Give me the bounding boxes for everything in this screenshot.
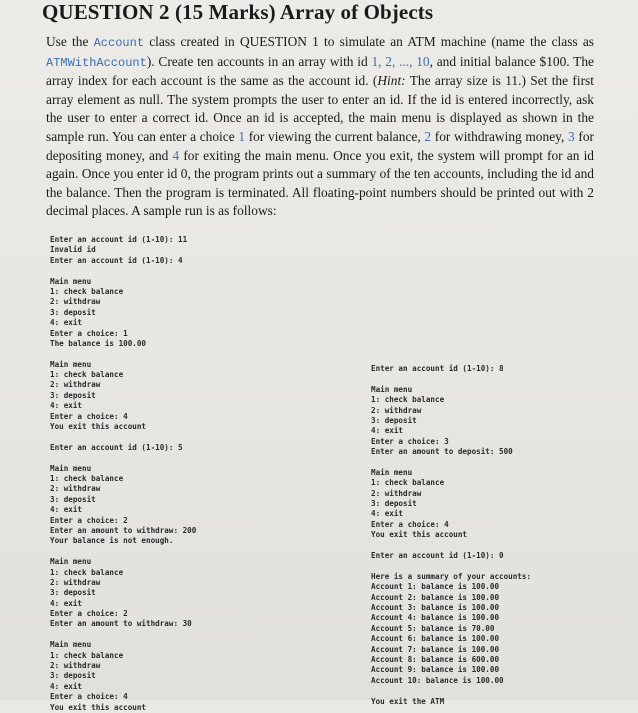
console-line: 3: deposit — [50, 494, 96, 504]
paragraph-segment: for depositing money, and — [46, 128, 594, 163]
console-line: 1: check balance — [50, 286, 124, 296]
console-line: 4: exit — [371, 509, 404, 519]
console-line: You exit this account — [371, 530, 468, 540]
question-description — [46, 33, 594, 221]
paragraph-segment: ATMWithAccount — [46, 55, 147, 70]
console-line: Enter an amount to withdraw: 30 — [50, 619, 192, 629]
console-line: 4: exit — [50, 318, 83, 328]
console-line: Main menu — [50, 359, 92, 369]
console-line: 4: exit — [371, 426, 404, 436]
console-line: Enter an account id (1-10): 8 — [371, 364, 504, 373]
console-line: 1: check balance — [50, 567, 124, 577]
console-line: Account 6: balance is 100.00 — [371, 634, 500, 644]
console-line — [50, 432, 196, 442]
console-line: Account 9: balance is 100.00 — [371, 665, 500, 675]
paragraph-segment: Account — [93, 36, 145, 50]
console-line: 1: check balance — [50, 370, 124, 380]
console-line: Main menu — [50, 557, 92, 567]
console-line: Enter a choice: 1 — [50, 328, 128, 338]
console-line: You exit this account — [50, 422, 147, 432]
console-line — [371, 374, 531, 384]
console-line — [50, 266, 196, 276]
console-line: 4: exit — [50, 401, 83, 411]
console-line: Main menu — [50, 640, 92, 650]
console-line: Here is a summary of your accounts: — [371, 571, 532, 581]
console-line — [50, 630, 196, 640]
console-line: 1: check balance — [371, 478, 445, 488]
console-line: Account 8: balance is 600.00 — [371, 654, 500, 664]
paragraph-segment: 2 — [424, 128, 432, 144]
console-line — [50, 547, 196, 557]
console-line: Main menu — [371, 467, 413, 477]
console-line: 3: deposit — [371, 415, 417, 425]
console-line: 2: withdraw — [50, 577, 101, 587]
console-line: 1: check balance — [50, 473, 124, 483]
console-line: Account 2: balance is 100.00 — [371, 592, 500, 602]
console-line — [50, 349, 196, 359]
console-line: Enter an account id (1-10): 4 — [50, 255, 183, 265]
console-line: Enter a choice: 4 — [50, 411, 128, 421]
console-line: 4: exit — [50, 681, 83, 691]
console-line — [371, 686, 531, 696]
question-title: QUESTION 2 (15 Marks) Array of Objects — [42, 0, 434, 24]
paragraph-segment: 4 — [172, 147, 180, 163]
console-line: 4: exit — [50, 598, 83, 608]
console-line: Enter a choice: 2 — [50, 609, 128, 619]
console-line: Invalid id — [50, 245, 96, 255]
console-line: Enter an account id (1-10): 5 — [50, 442, 183, 452]
console-line: You exit this account — [50, 702, 147, 712]
console-line: Main menu — [371, 384, 413, 394]
console-line: Enter a choice: 4 — [371, 519, 449, 529]
console-line: Main menu — [50, 463, 92, 473]
console-line: 2: withdraw — [50, 297, 101, 307]
paragraph-segment: for withdrawing money, — [431, 128, 568, 144]
console-line: 2: withdraw — [50, 661, 101, 671]
console-line: Account 5: balance is 70.00 — [371, 623, 495, 633]
console-line: 4: exit — [50, 505, 83, 515]
console-line: Enter an account id (1-10): 11 — [50, 235, 188, 244]
console-line: 1: check balance — [371, 395, 445, 405]
console-line — [50, 453, 196, 463]
console-line: Account 3: balance is 100.00 — [371, 602, 500, 612]
paragraph-segment: , and initial balance $100. The array index for each account is the same as the account id. ( — [46, 53, 594, 89]
paragraph-segment: ). Create ten accounts in an array with id — [146, 53, 372, 69]
paragraph-segment: class created in QUESTION 1 to simulate an ATM machine (name the class as — [144, 34, 594, 49]
console-line: 1: check balance — [50, 650, 124, 660]
console-line: The balance is 100.00 — [50, 338, 147, 348]
console-line: You exit the ATM — [371, 696, 445, 706]
console-line: Account 1: balance is 100.00 — [371, 582, 500, 592]
console-line: Enter a choice: 4 — [50, 692, 128, 702]
paragraph-segment: Use the — [46, 34, 94, 49]
console-line: Account 10: balance is 100.00 — [371, 675, 504, 685]
console-line: 3: deposit — [50, 307, 96, 317]
console-line: 2: withdraw — [371, 405, 422, 415]
console-line: Enter an amount to deposit: 500 — [371, 447, 513, 457]
paragraph-segment: 3 — [568, 128, 575, 144]
console-line — [371, 541, 531, 551]
console-line — [371, 561, 531, 571]
console-line: Enter a choice: 3 — [371, 436, 449, 446]
console-line — [371, 458, 531, 468]
paragraph-segment: 1 — [238, 128, 246, 144]
console-line: Main menu — [50, 276, 92, 286]
paragraph-segment: for viewing the current balance, — [245, 128, 425, 144]
console-line: 3: deposit — [50, 390, 96, 400]
console-line: Enter an account id (1-10): 0 — [371, 551, 504, 561]
paragraph-segment: for exiting the main menu. Once you exit, the system will prompt for an id again. Once you enter id 0, the program prints out a summary of the ten accounts, including the id and the balance. Then the program is terminated. All floating-point numbers should be printed out with 2 decimal places. A sample run is as follows: — [46, 147, 594, 219]
console-line: 3: deposit — [50, 588, 96, 598]
console-line: Enter a choice: 2 — [50, 515, 128, 525]
console-line: 3: deposit — [371, 499, 417, 509]
paragraph-segment: Hint: — [377, 73, 406, 89]
console-line: 2: withdraw — [50, 484, 101, 494]
console-line: 2: withdraw — [371, 488, 422, 498]
console-line: Your balance is not enough. — [50, 536, 174, 546]
console-line: Account 4: balance is 100.00 — [371, 613, 500, 623]
sample-run-left-column — [50, 235, 196, 713]
console-line: Enter an amount to withdraw: 200 — [50, 525, 197, 535]
paragraph-segment: 1, 2, ..., 10 — [371, 53, 430, 69]
paragraph-segment: The array size is 11.) Set the first array element as null. The system prompts the user to enter an id. If the id is entered incorrectly, ask the user to enter a correct id. Once an id is accepted, the main menu is displayed as shown in the sample run. You can enter a choice — [46, 73, 594, 144]
console-line: Account 7: balance is 100.00 — [371, 644, 500, 654]
sample-run-right-column — [371, 364, 531, 707]
console-line: 3: deposit — [50, 671, 96, 681]
console-line: 2: withdraw — [50, 380, 101, 390]
